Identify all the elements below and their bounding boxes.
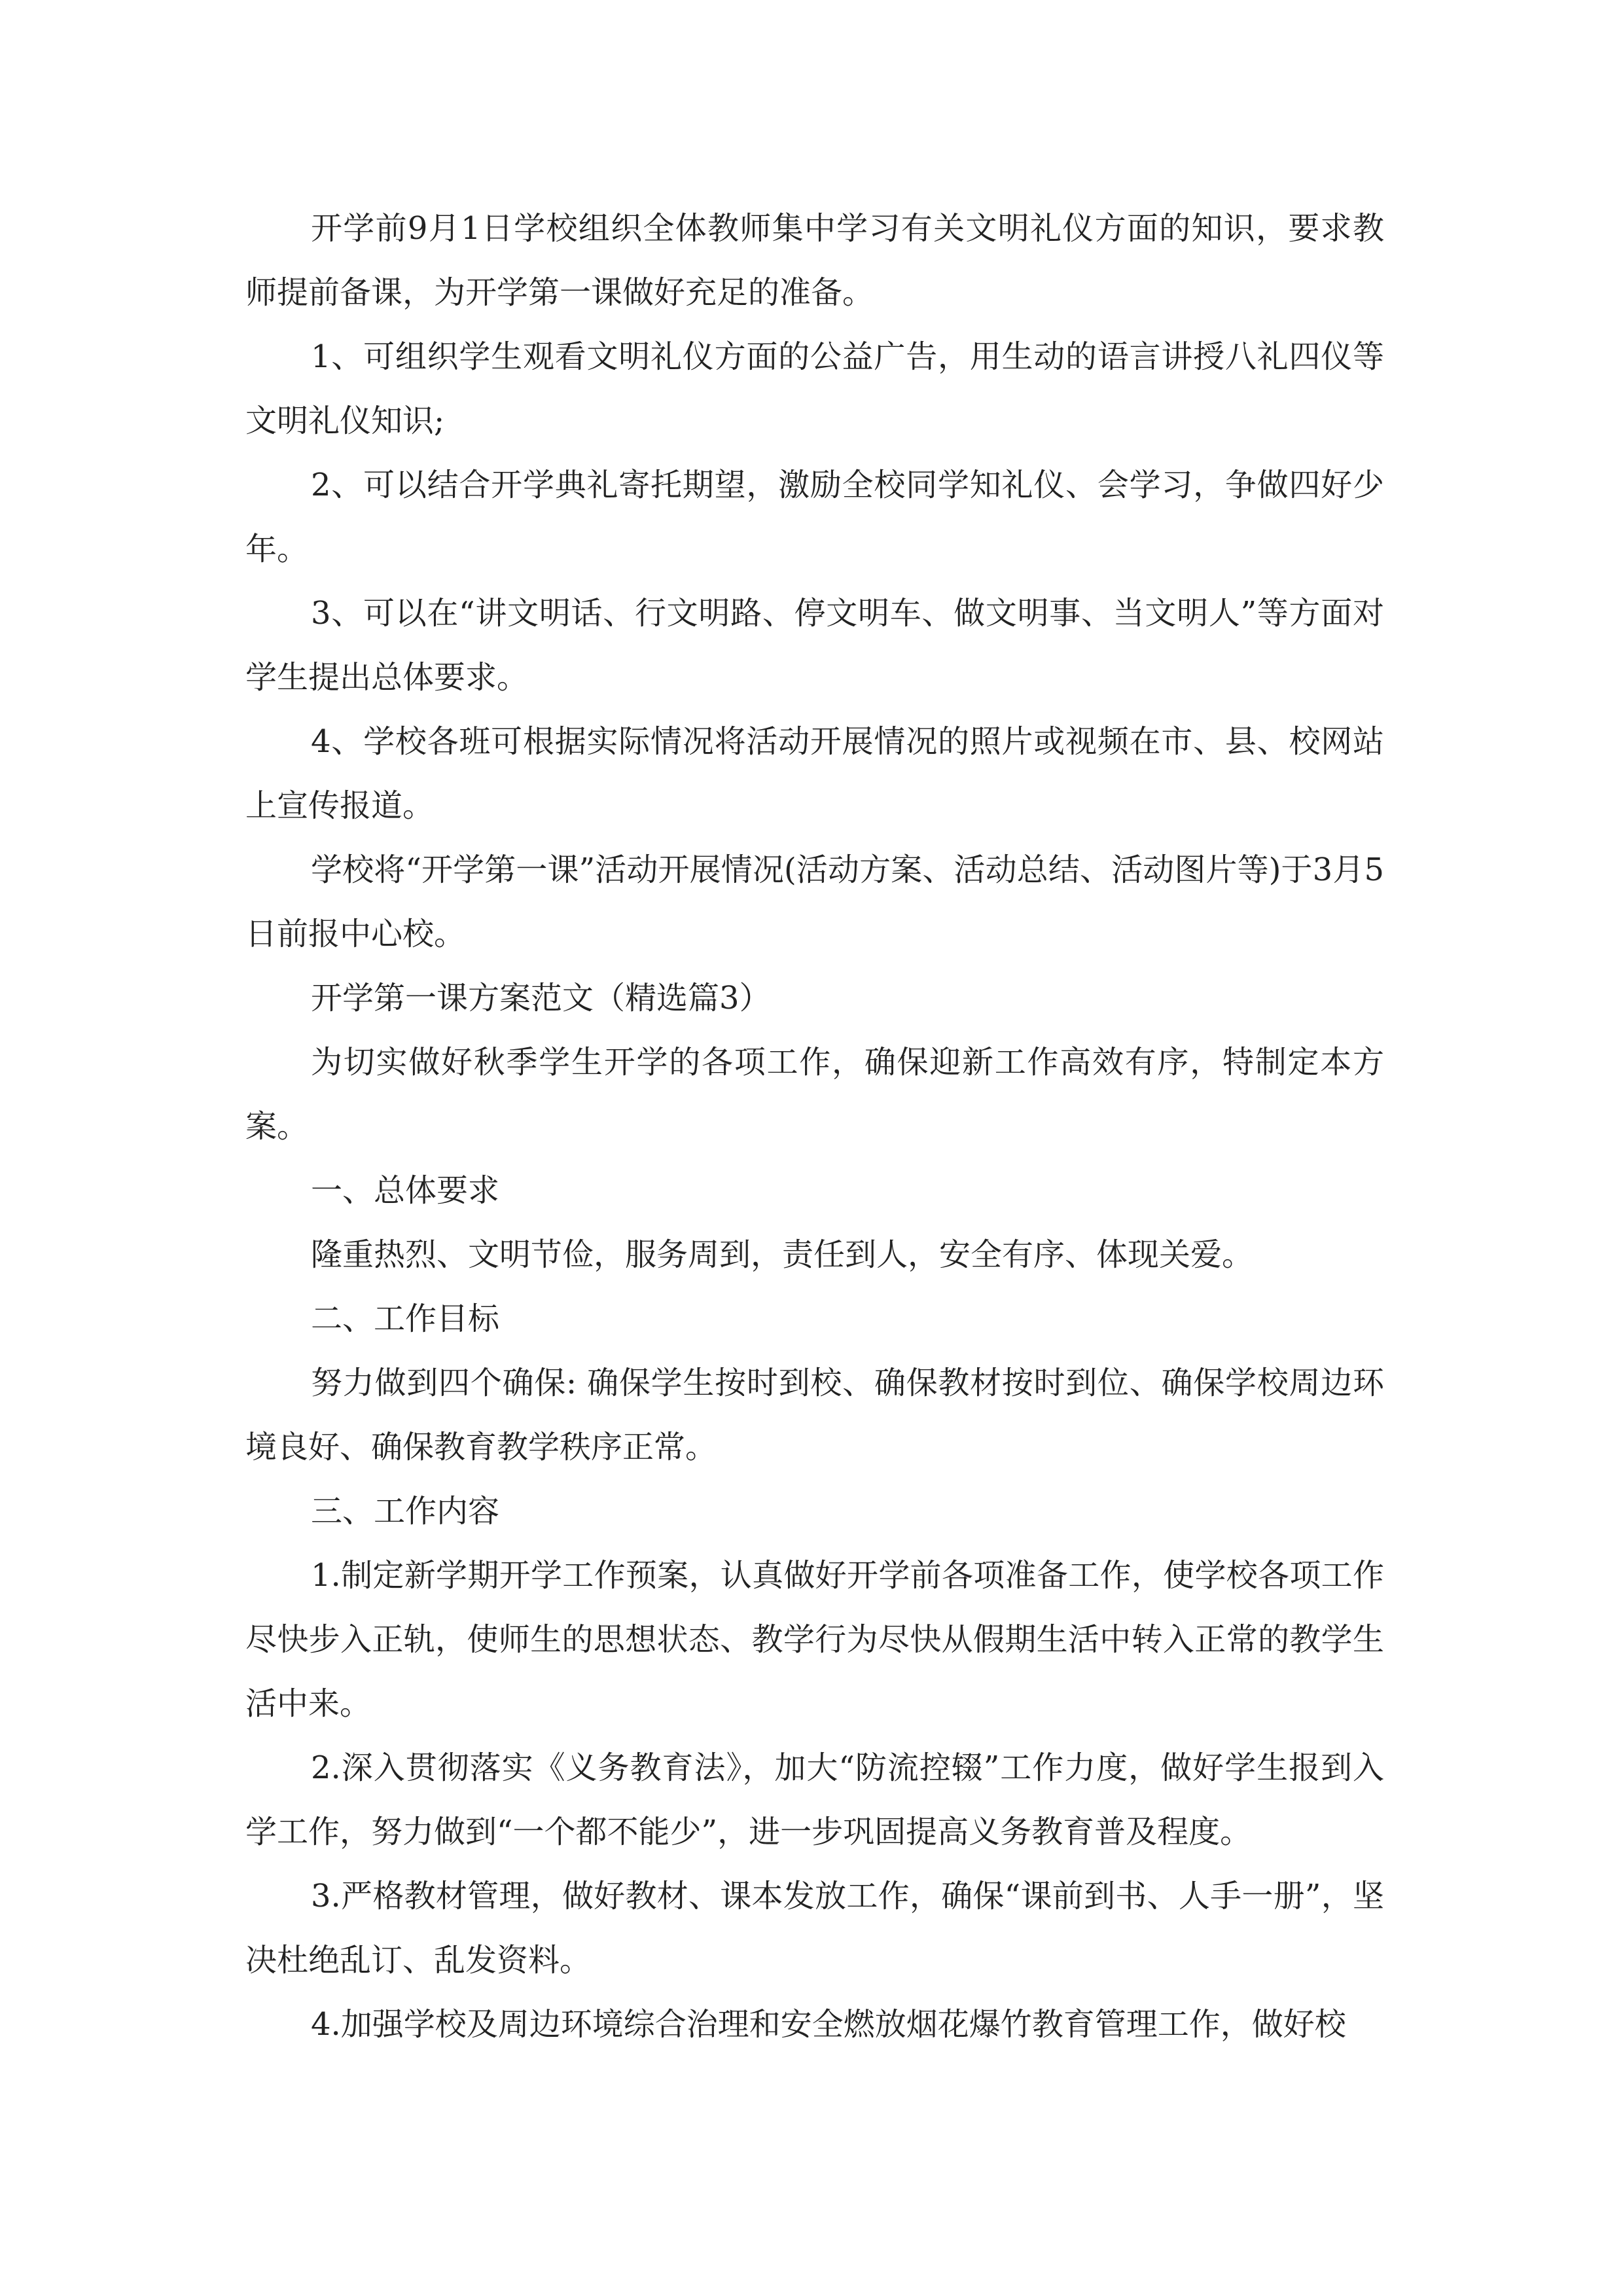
paragraph: 3.严格教材管理，做好教材、课本发放工作，确保“课前到书、人手一册”，坚决杜绝乱订、乱发资料。 <box>245 1878 1384 1979</box>
paragraph: 4.加强学校及周边环境综合治理和安全燃放烟花爆竹教育管理工作，做好校 <box>311 2006 1346 2043</box>
paragraph: 为切实做好秋季学生开学的各项工作，确保迎新工作高效有序，特制定本方案。 <box>245 1044 1384 1145</box>
section-heading: 三、工作内容 <box>311 1493 500 1530</box>
paragraph: 4、学校各班可根据实际情况将活动开展情况的照片或视频在市、县、校网站上宣传报道。 <box>245 723 1384 824</box>
paragraph: 隆重热烈、文明节俭，服务周到，责任到人，安全有序、体现关爱。 <box>311 1236 1254 1273</box>
paragraph: 1.制定新学期开学工作预案，认真做好开学前各项准备工作，使学校各项工作尽快步入正轨，使师生的思想状态、教学行为尽快从假期生活中转入正常的教学生活中来。 <box>245 1557 1384 1722</box>
paragraph: 2.深入贯彻落实《义务教育法》，加大“防流控辍”工作力度，做好学生报到入学工作，努力做到“一个都不能少”，进一步巩固提高义务教育普及程度。 <box>245 1749 1384 1850</box>
paragraph: 2、可以结合开学典礼寄托期望，激励全校同学知礼仪、会学习，争做四好少年。 <box>245 467 1384 567</box>
paragraph: 努力做到四个确保: 确保学生按时到校、确保教材按时到位、确保学校周边环境良好、确保教育教学秩序正常。 <box>245 1365 1384 1465</box>
paragraph: 3、可以在“讲文明话、行文明路、停文明车、做文明事、当文明人”等方面对学生提出总体要求。 <box>245 595 1384 696</box>
paragraph: 学校将“开学第一课”活动开展情况(活动方案、活动总结、活动图片等)于3月5日前报中心校。 <box>245 852 1384 952</box>
paragraph: 1、可组织学生观看文明礼仪方面的公益广告，用生动的语言讲授八礼四仪等文明礼仪知识; <box>245 338 1384 439</box>
section-title: 开学第一课方案范文（精选篇3） <box>311 980 771 1016</box>
section-heading: 一、总体要求 <box>311 1172 500 1209</box>
document-body <box>245 196 1384 2056</box>
section-heading: 二、工作目标 <box>311 1300 500 1337</box>
paragraph: 开学前9月1日学校组织全体教师集中学习有关文明礼仪方面的知识，要求教师提前备课，为开学第一课做好充足的准备。 <box>245 210 1384 311</box>
